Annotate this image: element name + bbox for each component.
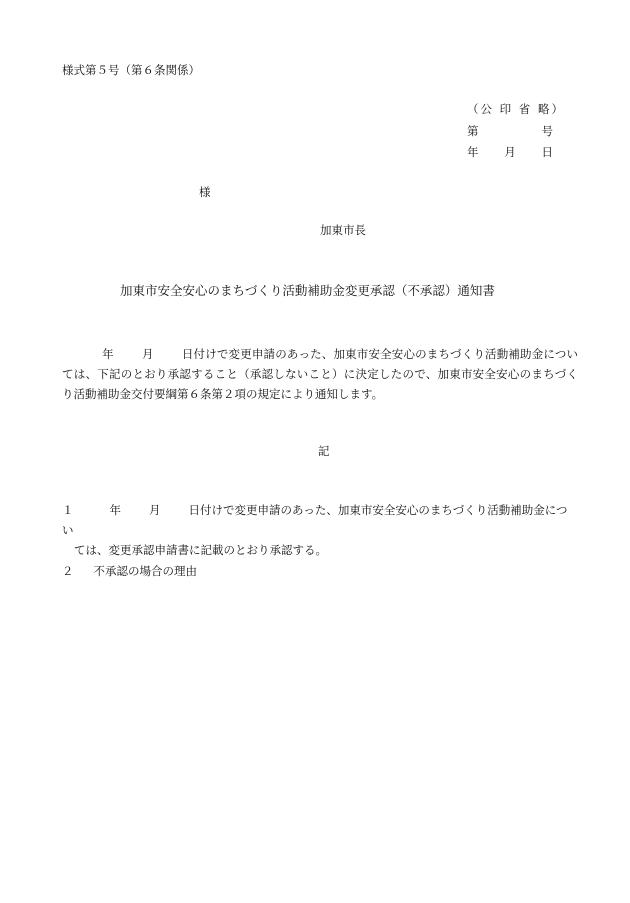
list-item-1 [62, 500, 578, 560]
item-1-month: 月 [149, 503, 161, 517]
item-2-number: ２ [62, 564, 74, 578]
number-suffix: 号 [541, 124, 553, 138]
date-year: 年 [467, 145, 479, 159]
item-1-year: 年 [109, 503, 121, 517]
item-2-text: 不承認の場合の理由 [93, 564, 197, 578]
body-month: 月 [141, 347, 154, 361]
sender-name: 加東市長 [320, 223, 366, 237]
ki-heading: 記 [318, 444, 330, 458]
body-paragraph [62, 344, 578, 404]
date-month: 月 [504, 145, 516, 159]
item-1-text-line2: ては、変更承認申請書に記載のとおり承認する。 [74, 543, 327, 557]
body-text: 日付けで変更申請のあった、加東市安全安心のまちづくり活動補助金については、下記のとおり承認すること（承認しないこと）に決定したので、加東市安全安心のまちづくり活動補助金交付要綱第６条第２項の規定により通知します。 [62, 347, 578, 401]
date-line [467, 144, 553, 160]
number-prefix: 第 [467, 124, 479, 138]
document-number-line [467, 123, 553, 139]
date-day: 日 [541, 145, 553, 159]
addressee-honorific: 様 [199, 185, 211, 199]
item-1-text-line1: 日付けで変更申請のあった、加東市安全安心のまちづくり活動補助金につい [62, 503, 568, 537]
body-year: 年 [102, 347, 114, 361]
form-label: 様式第５号（第６条関係） [62, 63, 200, 77]
document-title: 加東市安全安心のまちづくり活動補助金変更承認（不承認）通知書 [120, 283, 495, 298]
item-1-number: １ [62, 503, 74, 517]
seal-omitted-note: （公 印 省 略） [467, 102, 565, 116]
list-item-2 [62, 563, 197, 579]
